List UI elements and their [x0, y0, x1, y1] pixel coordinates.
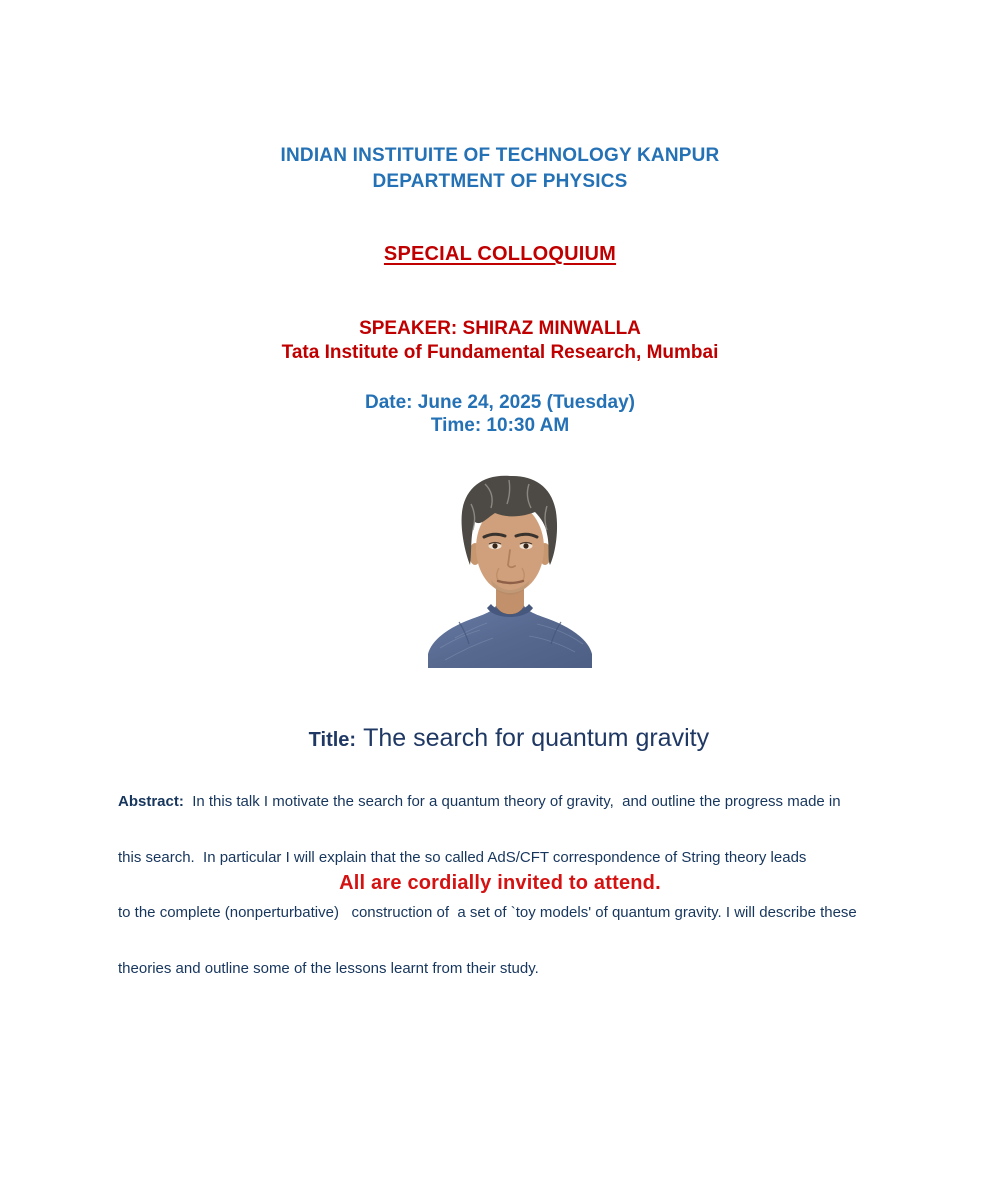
speaker-photo — [425, 468, 595, 668]
event-title-row — [0, 243, 1000, 266]
abstract-line: theories and outline some of the lessons learnt from their study. — [118, 959, 539, 977]
department-name: DEPARTMENT OF PHYSICS — [372, 171, 628, 192]
abstract-line: to the complete (nonperturbative) construction of a set of `toy models' of quantum gravity. I will describe these — [118, 904, 857, 921]
speaker-affiliation: Tata Institute of Fundamental Research, Mumbai — [281, 342, 719, 363]
abstract-text: In this talk I motivate the search for a quantum theory of gravity, and outline the progress made in — [183, 793, 841, 810]
abstract-line — [118, 793, 918, 812]
speaker-name: SPEAKER: SHIRAZ MINWALLA — [359, 318, 641, 339]
event-date: Date: June 24, 2025 (Tuesday) — [365, 392, 635, 413]
abstract-line: this search. In particular I will explain that the so called AdS/CFT correspondence of String theory leads — [118, 848, 807, 866]
invitation-text: All are cordially invited to attend. — [339, 872, 661, 894]
speaker-portrait-image — [425, 468, 595, 668]
institution-name: INDIAN INSTITUITE OF TECHNOLOGY KANPUR — [280, 145, 720, 166]
event-title: SPECIAL COLLOQUIUM — [383, 243, 617, 265]
talk-title: The search for quantum gravity — [363, 724, 710, 752]
speaker-block — [0, 317, 1000, 365]
abstract-label: Abstract: — [118, 793, 184, 810]
schedule-block — [0, 391, 1000, 437]
event-time: Time: 10:30 AM — [430, 415, 570, 436]
institution-header — [0, 143, 1000, 195]
talk-title-label: Title: — [308, 729, 357, 751]
